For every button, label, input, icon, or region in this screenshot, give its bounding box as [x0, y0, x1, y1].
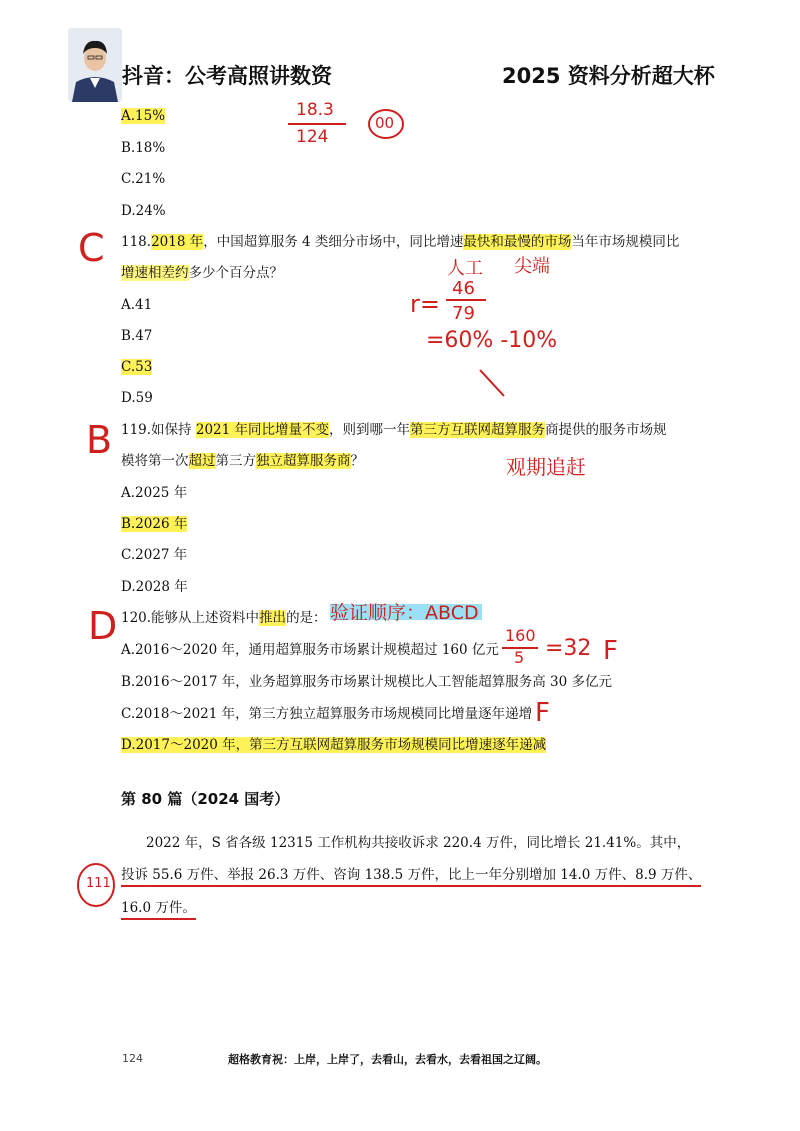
q119-stem-line1: 119.如保持 2021 年同比增量不变，则到哪一年第三方互联网超算服务商提供的服务市场规 — [121, 422, 667, 438]
q117-option-c: C.21% — [121, 171, 166, 187]
q118-option-c: C.53 — [121, 359, 153, 375]
hw-answer-119: B — [86, 418, 113, 462]
hw-note-120: 验证顺序：ABCD — [330, 602, 479, 624]
section-para-line1: 2022 年，S 省各级 12315 工作机构共接收诉求 220.4 万件，同比增长 21.41%。其中， — [146, 835, 691, 851]
hw-frac2-den: 79 — [452, 303, 475, 324]
page-number: 124 — [122, 1052, 143, 1065]
q120-option-d: D.2017～2020 年，第三方互联网超算服务市场规模同比增速逐年递减 — [121, 737, 547, 753]
q117-option-d: D.24% — [121, 203, 166, 219]
hw-frac3-result: =32 — [545, 636, 592, 661]
hw-frac1-num: 18.3 — [296, 100, 334, 120]
q118-option-d: D.59 — [121, 390, 153, 406]
header-left-title: 抖音：公考高照讲数资 — [122, 64, 332, 88]
hw-r-label: r= — [410, 290, 440, 318]
hw-circled-zero: 00 — [375, 114, 395, 132]
q117-option-a: A.15% — [121, 108, 166, 124]
hw-mark-c: F — [535, 698, 550, 728]
header-right-title: 2025 资料分析超大杯 — [502, 64, 715, 88]
hw-answer-120: D — [88, 604, 118, 648]
hw-frac3-num: 160 — [505, 626, 536, 645]
section-title: 第 80 篇（2024 国考） — [121, 790, 290, 808]
footer-slogan: 超格教育祝：上岸，上岸了，去看山，去看水，去看祖国之辽阔。 — [228, 1053, 547, 1066]
hw-mark-a: F — [603, 636, 618, 666]
q117-option-b: B.18% — [121, 140, 166, 156]
hw-result-line: =60% -10% — [426, 328, 558, 353]
q120-stem: 120.能够从上述资料中推出的是： — [121, 610, 327, 626]
q119-option-a: A.2025 年 — [121, 485, 188, 501]
hw-answer-118: C — [78, 226, 105, 270]
q119-option-c: C.2027 年 — [121, 547, 188, 563]
hw-circle-111 — [78, 864, 114, 906]
hw-label-ai: 人工 — [447, 258, 483, 279]
section-para-line3: 16.0 万件。 — [121, 899, 196, 917]
hw-frac2-num: 46 — [452, 278, 475, 299]
q118-stem-line2: 增速相差约多少个百分点？ — [121, 265, 283, 281]
hw-label-edge: 尖端 — [514, 256, 550, 277]
hw-frac3-den: 5 — [514, 648, 525, 667]
hw-slash-118 — [480, 370, 504, 396]
q119-stem-line2: 模将第一次超过第三方独立超算服务商？ — [121, 453, 364, 469]
hw-frac1-den: 124 — [296, 127, 329, 147]
q120-option-b: B.2016～2017 年，业务超算服务市场累计规模比人工智能超算服务高 30 多亿元 — [121, 674, 612, 690]
hw-circled-111: 111 — [86, 876, 111, 891]
q118-option-b: B.47 — [121, 328, 153, 344]
hw-note-119: 观期追赶 — [506, 455, 586, 479]
q118-option-a: A.41 — [121, 297, 153, 313]
q119-option-d: D.2028 年 — [121, 579, 188, 595]
section-para-line2: 投诉 55.6 万件、举报 26.3 万件、咨询 138.5 万件，比上一年分别增加 14.0 万件、8.9 万件、 — [121, 866, 701, 884]
q119-option-b: B.2026 年 — [121, 516, 188, 532]
q120-option-a: A.2016～2020 年，通用超算服务市场累计规模超过 160 亿元 — [121, 642, 499, 658]
q118-stem-line1: 118.2018 年，中国超算服务 4 类细分市场中，同比增速最快和最慢的市场当年市场规模同比 — [121, 234, 680, 250]
hw-circle-zero — [369, 110, 403, 138]
q120-option-c: C.2018～2021 年，第三方独立超算服务市场规模同比增量逐年递增 — [121, 706, 533, 722]
